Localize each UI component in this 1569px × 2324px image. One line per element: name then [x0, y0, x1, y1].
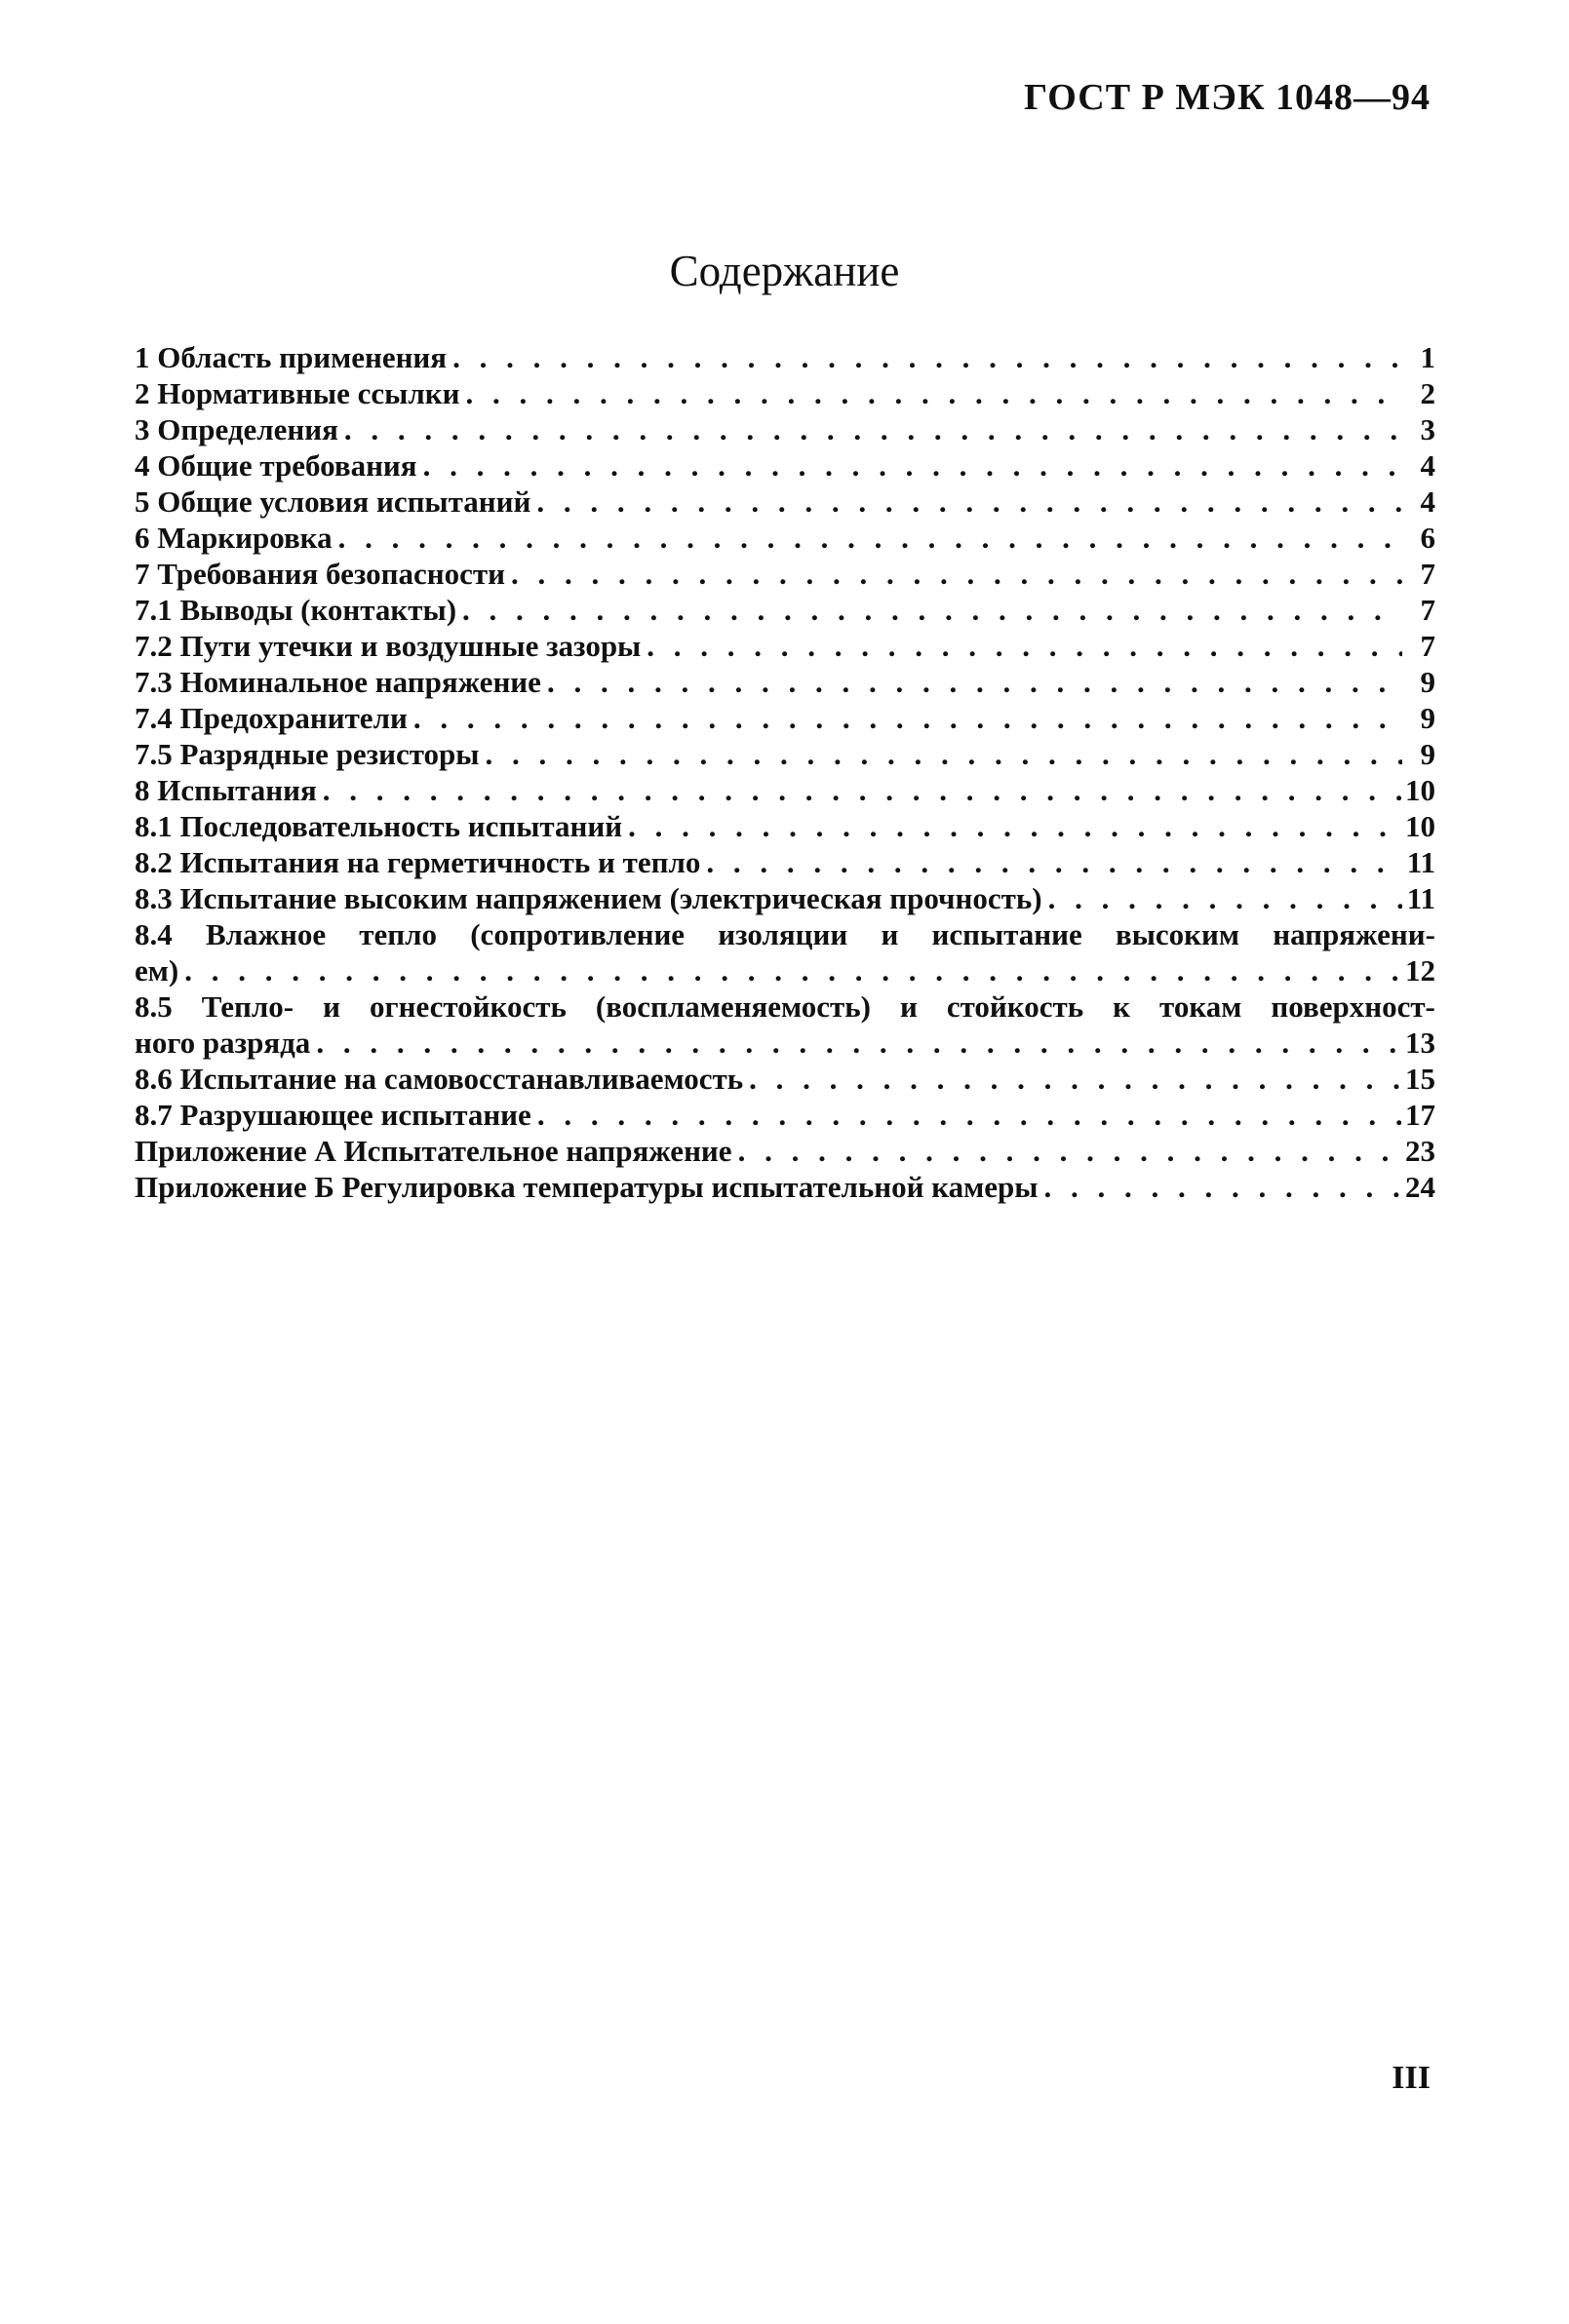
- toc-entry-page: 12: [1405, 953, 1435, 988]
- toc-entry-word: высоким: [1115, 917, 1240, 951]
- toc-entry-page: 4: [1420, 448, 1435, 483]
- toc-entry[interactable]: [135, 520, 1435, 556]
- toc-entry-label: 8.6 Испытание на самовосстанавливаемость: [135, 1062, 744, 1096]
- toc-entry-label: 4 Общие требования: [135, 448, 417, 483]
- dot-leader: [537, 1097, 1401, 1133]
- toc-entry[interactable]: [135, 411, 1435, 447]
- toc-entry-line: [135, 916, 1435, 952]
- toc-entry-page: 7: [1420, 557, 1435, 591]
- dot-leader: [423, 447, 1402, 484]
- toc-entry[interactable]: [135, 1061, 1435, 1097]
- toc-entry[interactable]: [135, 375, 1435, 411]
- dot-leader: [1043, 1169, 1401, 1205]
- toc-entry[interactable]: [135, 592, 1435, 628]
- toc-entry-word: 8.5: [135, 989, 173, 1024]
- toc-entry-page: 9: [1420, 701, 1435, 735]
- toc-entry-page: 7: [1420, 593, 1435, 627]
- toc-entry-label: 6 Маркировка: [135, 521, 333, 555]
- toc-entry[interactable]: [135, 484, 1435, 520]
- toc-entry-label: 7 Требования безопасности: [135, 557, 506, 591]
- toc-entry-label: 8.3 Испытание высоким напряжением (электрическая прочность): [135, 881, 1042, 915]
- dot-leader: [647, 628, 1402, 664]
- toc-entry[interactable]: [135, 952, 1435, 988]
- toc-entry-word: стойкость: [946, 989, 1084, 1024]
- toc-entry-label: Приложение Б Регулировка температуры испытательной камеры: [135, 1170, 1039, 1204]
- toc-entry-page: 10: [1405, 773, 1435, 807]
- toc-entry-page: 17: [1405, 1098, 1435, 1132]
- toc-entry-word: к: [1113, 989, 1131, 1024]
- toc-entry-word: огнестойкость: [370, 989, 567, 1024]
- toc-entry-page: 13: [1405, 1026, 1435, 1060]
- toc-entry-label: 1 Область применения: [135, 340, 448, 374]
- dot-leader: [465, 375, 1402, 411]
- dot-leader: [452, 339, 1402, 375]
- toc-entry[interactable]: [135, 772, 1435, 808]
- toc-entry-label: 2 Нормативные ссылки: [135, 376, 460, 410]
- toc-entry-page: 9: [1420, 737, 1435, 771]
- toc-entry[interactable]: [135, 808, 1435, 844]
- dot-leader: [413, 700, 1402, 736]
- toc-entry-label: 7.2 Пути утечки и воздушные зазоры: [135, 629, 642, 663]
- dot-leader: [749, 1061, 1401, 1097]
- dot-leader: [738, 1133, 1401, 1169]
- toc-entry-page: 2: [1420, 376, 1435, 410]
- toc-entry-word: Тепло-: [201, 989, 294, 1024]
- toc-entry-word: напряжени-: [1273, 917, 1435, 951]
- toc-entry-page: 7: [1420, 629, 1435, 663]
- dot-leader: [323, 772, 1401, 808]
- toc-entry-word: испытание: [931, 917, 1082, 951]
- toc-entry[interactable]: [135, 1169, 1435, 1205]
- toc-entry-label: 8.7 Разрушающее испытание: [135, 1098, 531, 1132]
- document-code: ГОСТ Р МЭК 1048—94: [1024, 77, 1431, 118]
- toc-entry[interactable]: [135, 700, 1435, 736]
- toc-entry-page: 4: [1420, 484, 1435, 519]
- dot-leader: [706, 844, 1402, 880]
- toc-entry-label: 8.2 Испытания на герметичность и тепло: [135, 845, 701, 879]
- toc-entry-label: 5 Общие условия испытаний: [135, 484, 531, 519]
- toc-entry-word: токам: [1159, 989, 1242, 1024]
- toc-entry-label: 7.3 Номинальное напряжение: [135, 665, 541, 699]
- toc-entry-word: (сопротивление: [470, 917, 686, 951]
- toc-entry-label: 7.1 Выводы (контакты): [135, 593, 457, 627]
- toc-entry[interactable]: [135, 844, 1435, 880]
- toc-entry-word: и: [323, 989, 340, 1024]
- toc-entry-page: 9: [1420, 665, 1435, 699]
- dot-leader: [547, 664, 1402, 700]
- dot-leader: [344, 411, 1402, 447]
- toc-entry[interactable]: [135, 556, 1435, 592]
- dot-leader: [316, 1025, 1401, 1061]
- dot-leader: [184, 952, 1401, 988]
- toc-entry[interactable]: [135, 447, 1435, 484]
- page-number: III: [1392, 2060, 1431, 2096]
- toc-entry-page: 10: [1405, 809, 1435, 843]
- toc-entry[interactable]: [135, 339, 1435, 375]
- toc-entry-page: 1: [1420, 340, 1435, 374]
- dot-leader: [536, 484, 1402, 520]
- toc-entry-label: Приложение А Испытательное напряжение: [135, 1134, 732, 1168]
- toc-entry-word: (воспламеняемость): [595, 989, 871, 1024]
- toc-entry-label: 7.4 Предохранители: [135, 701, 408, 735]
- toc-entry-word: изоляции: [718, 917, 848, 951]
- toc-entry[interactable]: [135, 664, 1435, 700]
- toc-entry-label: 3 Определения: [135, 412, 338, 446]
- toc-entry-label: 7.5 Разрядные резисторы: [135, 737, 480, 771]
- toc-entry-word: поверхност-: [1271, 989, 1435, 1024]
- toc-entry[interactable]: [135, 880, 1435, 916]
- toc-entry[interactable]: [135, 736, 1435, 772]
- table-of-contents: [135, 339, 1435, 1205]
- toc-entry-page: 15: [1405, 1062, 1435, 1096]
- toc-entry-word: и: [899, 989, 918, 1024]
- toc-entry-word: и: [881, 917, 899, 951]
- dot-leader: [511, 556, 1402, 592]
- toc-entry-label: ного разряда: [135, 1026, 311, 1060]
- toc-title: Содержание: [669, 247, 900, 295]
- toc-entry[interactable]: [135, 628, 1435, 664]
- toc-entry-page: 6: [1420, 521, 1435, 555]
- toc-entry[interactable]: [135, 1133, 1435, 1169]
- dot-leader: [628, 808, 1401, 844]
- toc-entry[interactable]: [135, 1097, 1435, 1133]
- toc-entry-line: [135, 988, 1435, 1025]
- toc-entry[interactable]: [135, 1025, 1435, 1061]
- toc-entry-label: ем): [135, 953, 179, 988]
- toc-entry-word: тепло: [359, 917, 438, 951]
- toc-entry-label: 8 Испытания: [135, 773, 317, 807]
- toc-entry-page: 3: [1420, 412, 1435, 446]
- dot-leader: [338, 520, 1402, 556]
- dot-leader: [486, 736, 1402, 772]
- toc-entry-page: 24: [1405, 1170, 1435, 1204]
- dot-leader: [1048, 880, 1402, 916]
- toc-entry-label: 8.1 Последовательность испытаний: [135, 809, 623, 843]
- toc-entry-word: Влажное: [205, 917, 327, 951]
- toc-entry-page: 11: [1406, 845, 1435, 879]
- toc-entry-page: 11: [1406, 881, 1435, 915]
- toc-entry-page: 23: [1405, 1134, 1435, 1168]
- toc-entry-word: 8.4: [135, 917, 173, 951]
- dot-leader: [462, 592, 1402, 628]
